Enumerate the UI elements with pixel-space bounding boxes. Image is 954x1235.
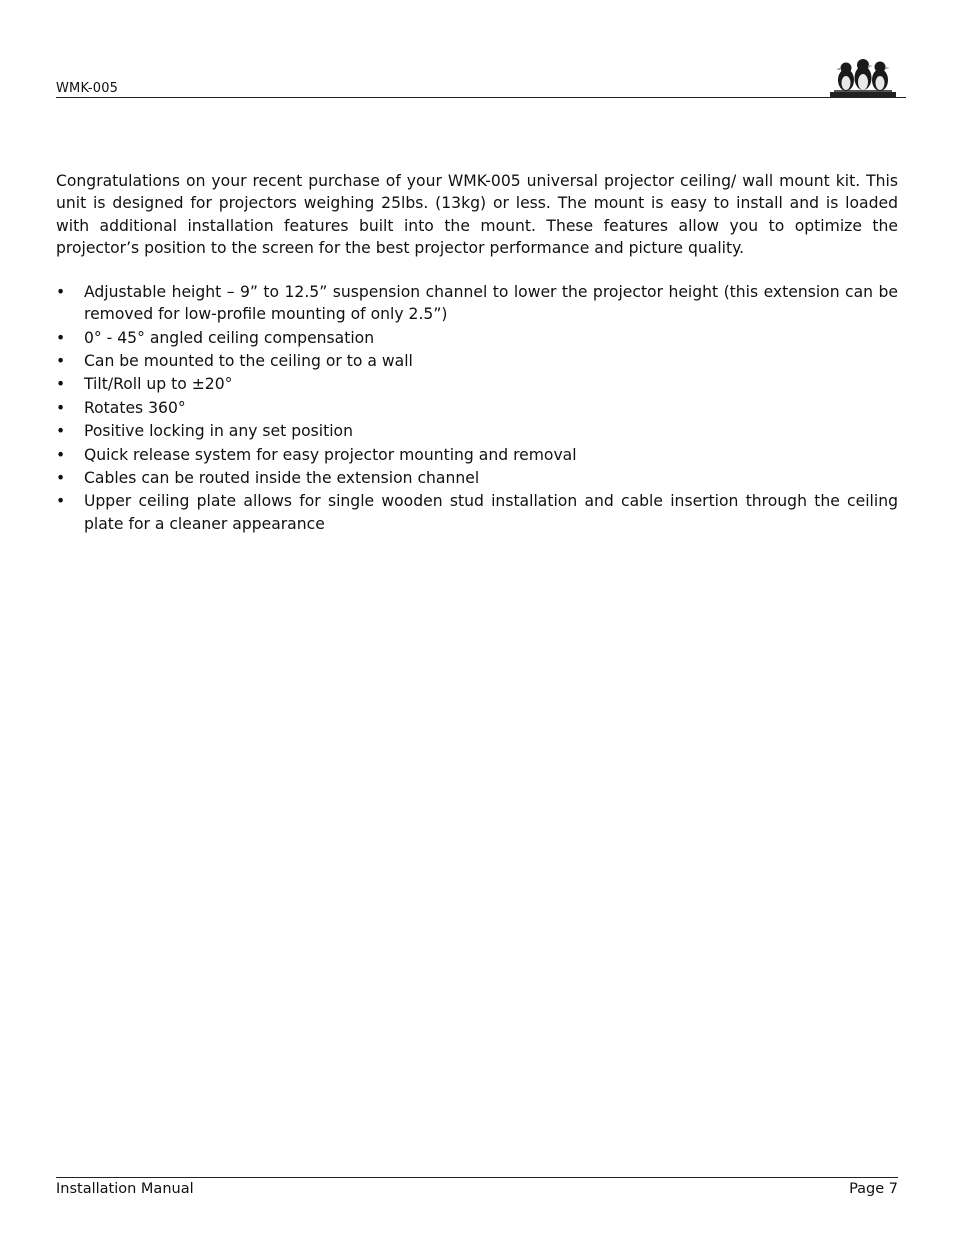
bullet-icon: •	[56, 328, 66, 347]
bullet-icon: •	[56, 352, 66, 371]
feature-list	[56, 281, 898, 536]
bullet-icon: •	[56, 445, 66, 464]
intro-paragraph: Congratulations on your recent purchase of your WMK-005 universal projector ceiling/ wall mount kit. This unit is designed for projectors weighing 25lbs. (13kg) or less. The mount is easy to install and is loaded with additional installation features built into the mount. These features allow you to optimize the projector’s position to the screen for the best projector performance and picture quality.	[56, 172, 898, 257]
list-item	[56, 467, 898, 489]
footer-divider	[56, 1177, 898, 1178]
penguins-logo-icon	[828, 56, 898, 100]
bullet-icon: •	[56, 422, 66, 441]
list-item-text: Can be mounted to the ceiling or to a wall	[84, 352, 413, 371]
list-item-text: Adjustable height – 9” to 12.5” suspension channel to lower the projector height (this extension can be removed for low-profile mounting of only 2.5”)	[84, 283, 898, 324]
header-model: WMK-005	[56, 81, 119, 96]
list-item	[56, 444, 898, 466]
bullet-icon: •	[56, 283, 66, 301]
header-divider	[56, 97, 906, 98]
bullet-icon: •	[56, 375, 66, 394]
list-item	[56, 350, 898, 372]
list-item	[56, 397, 898, 419]
list-item	[56, 373, 898, 395]
footer-page-number: Page 7	[849, 1181, 898, 1197]
bullet-icon: •	[56, 492, 66, 511]
list-item	[56, 327, 898, 349]
list-item-text: Upper ceiling plate allows for single wooden stud installation and cable insertion through the ceiling plate for a cleaner appearance	[84, 492, 898, 533]
list-item-text: 0° - 45° angled ceiling compensation	[84, 328, 375, 347]
list-item	[56, 490, 898, 535]
footer-manual-title: Installation Manual	[56, 1181, 194, 1197]
list-item	[56, 420, 898, 442]
list-item-text: Cables can be routed inside the extension channel	[84, 469, 480, 488]
bullet-icon: •	[56, 398, 66, 417]
list-item	[56, 281, 898, 326]
bullet-icon: •	[56, 469, 66, 488]
list-item-text: Rotates 360°	[84, 398, 186, 417]
list-item-text: Positive locking in any set position	[84, 422, 353, 441]
list-item-text: Tilt/Roll up to ±20°	[84, 375, 233, 394]
list-item-text: Quick release system for easy projector mounting and removal	[84, 445, 577, 464]
